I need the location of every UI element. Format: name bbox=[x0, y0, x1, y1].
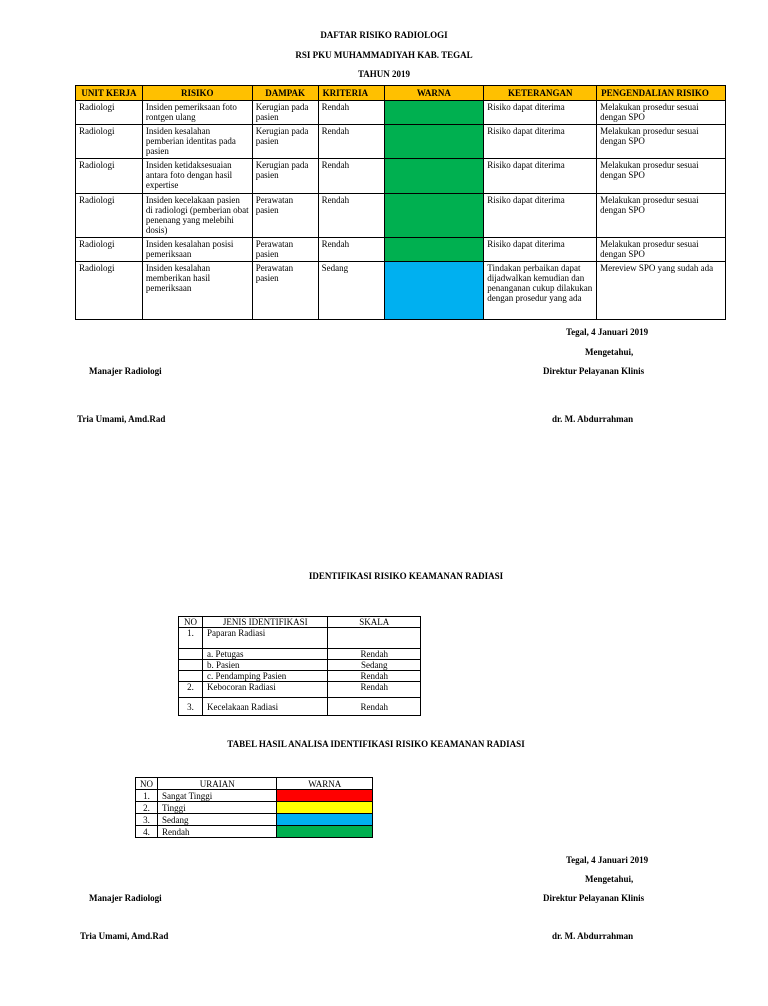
cell-warna bbox=[277, 802, 373, 814]
cell-dampak: Kerugian pada pasien bbox=[252, 159, 318, 194]
cell-jenis: c. Pendamping Pasien bbox=[202, 671, 327, 682]
cell-uraian: Tinggi bbox=[158, 802, 277, 814]
cell-keterangan: Risiko dapat diterima bbox=[484, 238, 597, 262]
col-keterangan: KETERANGAN bbox=[484, 86, 597, 101]
cell-kriteria: Rendah bbox=[318, 101, 384, 125]
table-row bbox=[76, 194, 726, 238]
document-title: DAFTAR RISIKO RADIOLOGI bbox=[320, 30, 448, 40]
cell-jenis: b. Pasien bbox=[202, 660, 327, 671]
cell-unit: Radiologi bbox=[76, 194, 143, 238]
cell-skala: Rendah bbox=[328, 671, 421, 682]
cell-no: 1. bbox=[179, 628, 203, 649]
cell-uraian: Rendah bbox=[158, 826, 277, 838]
cell-warna bbox=[277, 826, 373, 838]
cell-kriteria: Rendah bbox=[318, 159, 384, 194]
cell-warna bbox=[384, 159, 484, 194]
cell-risiko: Insiden kesalahan memberikan hasil pemeriksaan bbox=[142, 262, 252, 320]
cell-jenis: Paparan Radiasi bbox=[202, 628, 327, 649]
col-uraian: URAIAN bbox=[158, 778, 277, 790]
cell-warna bbox=[277, 814, 373, 826]
cell-no bbox=[179, 671, 203, 682]
cell-dampak: Kerugian pada pasien bbox=[252, 125, 318, 159]
cell-no bbox=[179, 660, 203, 671]
cell-jenis: Kecelakaan Radiasi bbox=[202, 698, 327, 716]
cell-warna bbox=[384, 101, 484, 125]
cell-kriteria: Sedang bbox=[318, 262, 384, 320]
cell-skala: Rendah bbox=[328, 682, 421, 698]
cell-dampak: Kerugian pada pasien bbox=[252, 101, 318, 125]
table-row bbox=[136, 826, 373, 838]
table-row bbox=[136, 814, 373, 826]
left-signer-role: Manajer Radiologi bbox=[89, 366, 162, 376]
cell-uraian: Sangat Tinggi bbox=[158, 790, 277, 802]
table-row bbox=[179, 682, 421, 698]
cell-jenis: Kebocoran Radiasi bbox=[202, 682, 327, 698]
right-signer-role: Direktur Pelayanan Klinis bbox=[543, 893, 645, 903]
cell-unit: Radiologi bbox=[76, 125, 143, 159]
col-dampak: DAMPAK bbox=[252, 86, 318, 101]
risk-table-header bbox=[76, 86, 726, 101]
left-signer-name: Tria Umami, Amd.Rad bbox=[80, 931, 169, 941]
table-row bbox=[76, 238, 726, 262]
cell-pengendalian: Melakukan prosedur sesuai dengan SPO bbox=[597, 125, 726, 159]
cell-keterangan: Risiko dapat diterima bbox=[484, 159, 597, 194]
right-signer-name: dr. M. Abdurrahman bbox=[552, 931, 634, 941]
left-signer-role: Manajer Radiologi bbox=[89, 893, 162, 903]
cell-dampak: Perawatan pasien bbox=[252, 262, 318, 320]
identification-table bbox=[178, 616, 421, 716]
table-row bbox=[76, 125, 726, 159]
table-row bbox=[179, 671, 421, 682]
col-skala: SKALA bbox=[328, 617, 421, 628]
acknowledged-label: Mengetahui, bbox=[585, 874, 634, 884]
cell-no bbox=[179, 649, 203, 660]
table-row bbox=[136, 790, 373, 802]
cell-risiko: Insiden kesalahan pemberian identitas pada pasien bbox=[142, 125, 252, 159]
cell-keterangan: Risiko dapat diterima bbox=[484, 101, 597, 125]
left-signer-name: Tria Umami, Amd.Rad bbox=[77, 414, 166, 424]
year-label: TAHUN 2019 bbox=[357, 69, 411, 79]
cell-unit: Radiologi bbox=[76, 159, 143, 194]
cell-risiko: Insiden kecelakaan pasien di radiologi (pemberian obat penenang yang melebihi dosis) bbox=[142, 194, 252, 238]
col-jenis: JENIS IDENTIFIKASI bbox=[202, 617, 327, 628]
cell-skala bbox=[328, 628, 421, 649]
col-pengendalian: PENGENDALIAN RISIKO bbox=[597, 86, 726, 101]
analysis-title: TABEL HASIL ANALISA IDENTIFIKASI RISIKO KEAMANAN RADIASI bbox=[227, 739, 525, 749]
identification-title: IDENTIFIKASI RISIKO KEAMANAN RADIASI bbox=[308, 571, 504, 581]
table-row bbox=[179, 649, 421, 660]
col-unit-kerja: UNIT KERJA bbox=[76, 86, 143, 101]
cell-jenis: a. Petugas bbox=[202, 649, 327, 660]
right-signer-name: dr. M. Abdurrahman bbox=[552, 414, 634, 424]
cell-pengendalian: Melakukan prosedur sesuai dengan SPO bbox=[597, 159, 726, 194]
identification-header bbox=[179, 617, 421, 628]
cell-keterangan: Tindakan perbaikan dapat dijadwalkan kemudian dan penanganan cukup dilakukan dengan prosedur yang ada bbox=[484, 262, 597, 320]
cell-no: 1. bbox=[136, 790, 158, 802]
cell-unit: Radiologi bbox=[76, 101, 143, 125]
risk-table bbox=[75, 85, 726, 320]
cell-pengendalian: Melakukan prosedur sesuai dengan SPO bbox=[597, 194, 726, 238]
col-risiko: RISIKO bbox=[142, 86, 252, 101]
cell-warna bbox=[384, 238, 484, 262]
cell-keterangan: Risiko dapat diterima bbox=[484, 125, 597, 159]
hospital-name: RSI PKU MUHAMMADIYAH KAB. TEGAL bbox=[295, 50, 473, 60]
cell-skala: Sedang bbox=[328, 660, 421, 671]
cell-risiko: Insiden kesalahan posisi pemeriksaan bbox=[142, 238, 252, 262]
cell-warna bbox=[384, 125, 484, 159]
table-row bbox=[76, 262, 726, 320]
table-row bbox=[76, 101, 726, 125]
col-kriteria: KRITERIA bbox=[318, 86, 384, 101]
cell-dampak: Perawatan pasien bbox=[252, 238, 318, 262]
cell-no: 3. bbox=[179, 698, 203, 716]
table-row bbox=[179, 628, 421, 649]
col-warna: WARNA bbox=[384, 86, 484, 101]
signature-date: Tegal, 4 Januari 2019 bbox=[566, 327, 649, 337]
cell-kriteria: Rendah bbox=[318, 125, 384, 159]
cell-uraian: Sedang bbox=[158, 814, 277, 826]
cell-pengendalian: Melakukan prosedur sesuai dengan SPO bbox=[597, 101, 726, 125]
cell-warna bbox=[384, 194, 484, 238]
cell-no: 2. bbox=[179, 682, 203, 698]
cell-warna bbox=[384, 262, 484, 320]
cell-pengendalian: Melakukan prosedur sesuai dengan SPO bbox=[597, 238, 726, 262]
cell-unit: Radiologi bbox=[76, 238, 143, 262]
cell-no: 3. bbox=[136, 814, 158, 826]
col-no: NO bbox=[136, 778, 158, 790]
cell-keterangan: Risiko dapat diterima bbox=[484, 194, 597, 238]
cell-skala: Rendah bbox=[328, 698, 421, 716]
table-row bbox=[136, 802, 373, 814]
signature-date: Tegal, 4 Januari 2019 bbox=[566, 855, 649, 865]
cell-warna bbox=[277, 790, 373, 802]
col-warna: WARNA bbox=[277, 778, 373, 790]
table-row bbox=[179, 660, 421, 671]
table-row bbox=[179, 698, 421, 716]
cell-unit: Radiologi bbox=[76, 262, 143, 320]
cell-kriteria: Rendah bbox=[318, 238, 384, 262]
cell-no: 4. bbox=[136, 826, 158, 838]
acknowledged-label: Mengetahui, bbox=[585, 347, 634, 357]
cell-no: 2. bbox=[136, 802, 158, 814]
cell-dampak: Perawatan pasien bbox=[252, 194, 318, 238]
right-signer-role: Direktur Pelayanan Klinis bbox=[543, 366, 645, 376]
cell-risiko: Insiden pemeriksaan foto rontgen ulang bbox=[142, 101, 252, 125]
analysis-header bbox=[136, 778, 373, 790]
col-no: NO bbox=[179, 617, 203, 628]
cell-risiko: Insiden ketidaksesuaian antara foto dengan hasil expertise bbox=[142, 159, 252, 194]
cell-skala: Rendah bbox=[328, 649, 421, 660]
cell-pengendalian: Mereview SPO yang sudah ada bbox=[597, 262, 726, 320]
table-row bbox=[76, 159, 726, 194]
analysis-table bbox=[135, 777, 373, 838]
cell-kriteria: Rendah bbox=[318, 194, 384, 238]
